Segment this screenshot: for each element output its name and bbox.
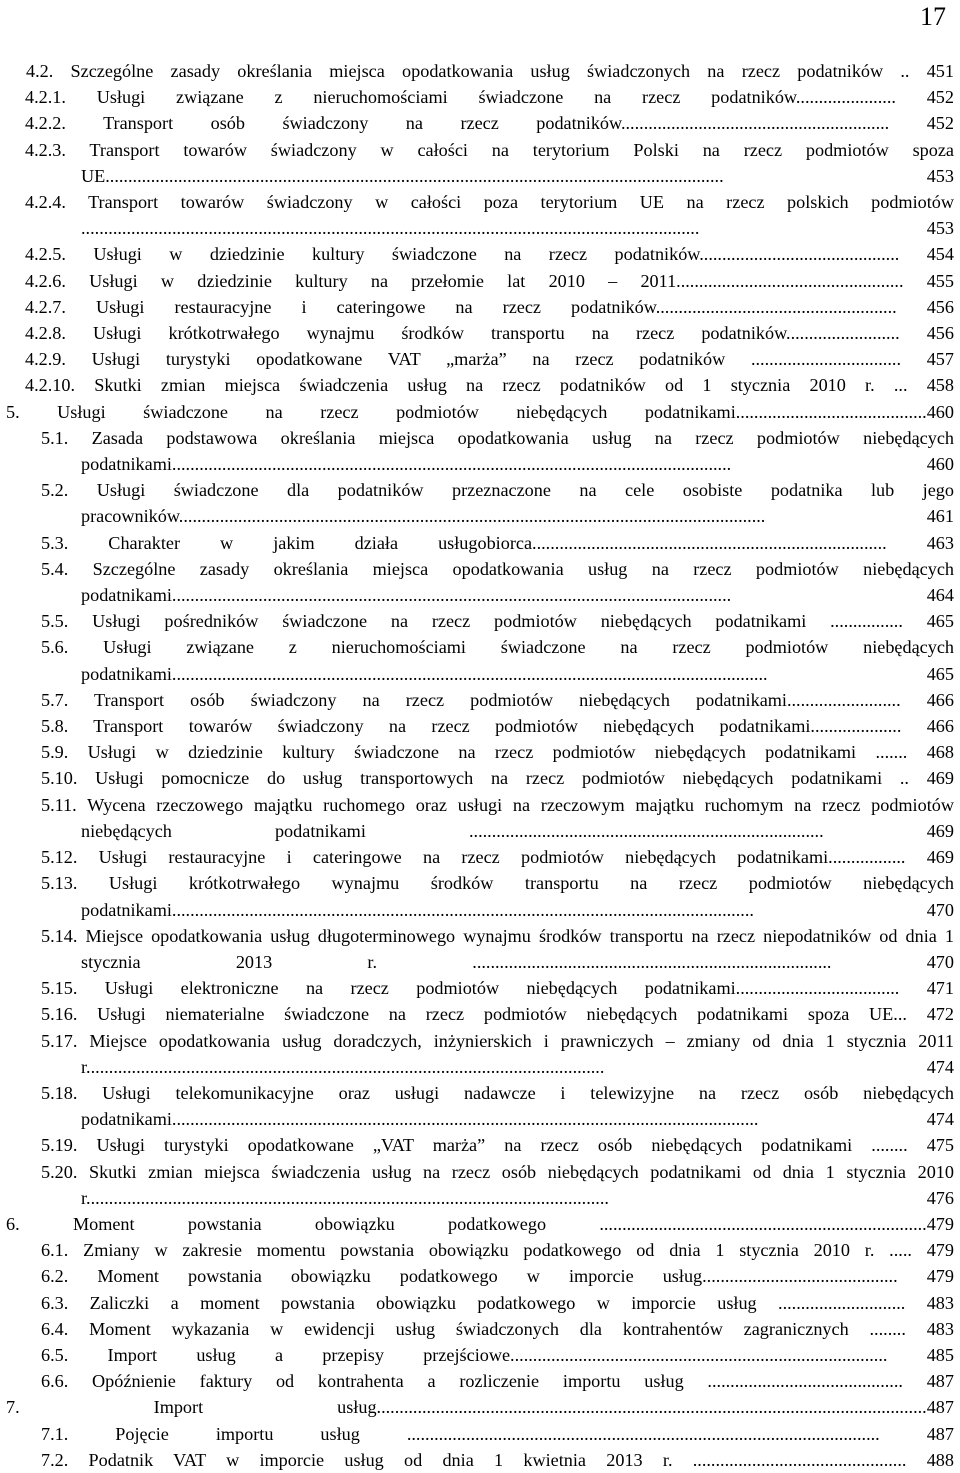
toc-entry[interactable]: 5.14. Miejsce opodatkowania usług długoterminowego wynajmu środków transportu na rzecz niepodatników od dnia 1 stycznia 2013 r. ............................................................................... 470	[41, 925, 954, 972]
toc-entry[interactable]: 5. Usługi świadczone na rzecz podmiotów niebędących podatnikami..........................................460	[6, 401, 954, 422]
toc-entry[interactable]: 4.2.8. Usługi krótkotrwałego wynajmu środków transportu na rzecz podatników......................... 456	[25, 323, 954, 344]
toc-entry[interactable]: 5.18. Usługi telekomunikacyjne oraz usługi nadawcze i telewizyjne na rzecz osób niebędących podatnikami................................................................................................................................. 474	[41, 1082, 954, 1130]
toc-entry[interactable]: 5.20. Skutki zmian miejsca świadczenia usług na rzecz osób niebędących podatnikami od dnia 1 stycznia 2010 r................................................................................................................... 476	[41, 1161, 954, 1208]
toc-entry[interactable]: 5.15. Usługi elektroniczne na rzecz podmiotów niebędących podatnikami.................................... 471	[41, 978, 954, 999]
toc-entry[interactable]: 6. Moment powstania obowiązku podatkowego ........................................................................479	[6, 1213, 954, 1234]
toc-entry[interactable]: 6.2. Moment powstania obowiązku podatkowego w imporcie usług........................................... 479	[41, 1266, 954, 1287]
toc-entry[interactable]: 5.6. Usługi związane z nieruchomościami świadczone na rzecz podmiotów niebędących podatnikami................................................................................................................................... 465	[41, 637, 954, 684]
toc-entry[interactable]: 5.7. Transport osób świadczony na rzecz podmiotów niebędących podatnikami......................... 466	[41, 689, 954, 710]
toc-entry[interactable]: 4.2.9. Usługi turystyki opodatkowane VAT „marża” na rzecz podatników ................................. 457	[25, 349, 954, 370]
toc-entry[interactable]: 7.2. Podatnik VAT w imporcie usług od dnia 1 kwietnia 2013 r. ............................................... 488	[41, 1449, 954, 1470]
toc-entry[interactable]: 5.13. Usługi krótkotrwałego wynajmu środków transportu na rzecz podmiotów niebędących podatnikami................................................................................................................................ 470	[41, 873, 954, 920]
toc-entry[interactable]: 6.1. Zmiany w zakresie momentu powstania obowiązku podatkowego od dnia 1 stycznia 2010 r. ..... 479	[41, 1240, 954, 1261]
toc-entry[interactable]: 4.2.3. Transport towarów świadczony w całości na terytorium Polski na rzecz podmiotów spoza UE........................................................................................................................................ 453	[25, 139, 954, 186]
toc-entry[interactable]: 6.3. Zaliczki a moment powstania obowiązku podatkowego w imporcie usług ............................ 483	[41, 1292, 954, 1313]
toc-entry[interactable]: 5.4. Szczególne zasady określania miejsca opodatkowania usług na rzecz podmiotów niebędących podatnikami........................................................................................................................... 464	[41, 558, 954, 606]
toc-entry[interactable]: 7.1. Pojęcie importu usług ........................................................................................................ 487	[41, 1423, 954, 1444]
toc-entry[interactable]: 5.16. Usługi niematerialne świadczone na rzecz podmiotów niebędących podatnikami spoza UE... 472	[41, 1004, 954, 1025]
toc-entry[interactable]: 5.19. Usługi turystyki opodatkowane „VAT marża” na rzecz osób niebędących podatnikami ........ 475	[41, 1135, 954, 1156]
toc-entry[interactable]: 4.2.2. Transport osób świadczony na rzecz podatników........................................................... 452	[25, 113, 954, 134]
toc-entry[interactable]: 4.2.5. Usługi w dziedzinie kultury świadczone na rzecz podatników............................................ 454	[25, 244, 954, 265]
toc-entry[interactable]: 4.2. Szczególne zasady określania miejsca opodatkowania usług świadczonych na rzecz podatników .. 451	[26, 61, 954, 81]
toc-entry[interactable]: 5.8. Transport towarów świadczony na rzecz podmiotów niebędących podatnikami.................... 466	[41, 716, 954, 737]
toc-entry[interactable]: 5.3. Charakter w jakim działa usługobiorca.............................................................................. 463	[41, 532, 954, 553]
toc-entry[interactable]: 4.2.4. Transport towarów świadczony w całości poza terytorium UE na rzecz polskich podmiotów ........................................................................................................................................ 453	[25, 192, 954, 239]
toc-entry[interactable]: 6.4. Moment wykazania w ewidencji usług świadczonych dla kontrahentów zagranicznych ........ 483	[41, 1318, 954, 1339]
toc-entry[interactable]: 6.6. Opóźnienie faktury od kontrahenta a rozliczenie importu usług ........................................... 487	[41, 1371, 954, 1392]
toc-entry[interactable]: 5.17. Miejsce opodatkowania usług doradczych, inżynierskich i prawniczych – zmiany od dnia 1 stycznia 2011 r.................................................................................................................. 474	[41, 1030, 954, 1077]
toc-entry[interactable]: 5.5. Usługi pośredników świadczone na rzecz podmiotów niebędących podatnikami ................ 465	[41, 611, 954, 632]
toc-entry[interactable]: 7. Import usług.........................................................................................................................487	[6, 1397, 954, 1418]
toc-entry[interactable]: 6.5. Import usług a przepisy przejściowe................................................................................... 485	[41, 1344, 954, 1365]
toc-entry[interactable]: 5.1. Zasada podstawowa określania miejsca opodatkowania usług na rzecz podmiotów niebędących podatnikami........................................................................................................................... 460	[41, 427, 954, 475]
toc-entry[interactable]: 5.2. Usługi świadczone dla podatników przeznaczone na cele osobiste podatnika lub jego pracowników................................................................................................................................. 461	[41, 480, 954, 527]
toc-entry[interactable]: 4.2.7. Usługi restauracyjne i cateringowe na rzecz podatników..................................................... 456	[25, 296, 954, 317]
toc-entry[interactable]: 4.2.1. Usługi związane z nieruchomościami świadczone na rzecz podatników...................... 452	[25, 87, 954, 108]
page-number: 17	[920, 2, 946, 31]
toc-entry[interactable]: 4.2.10. Skutki zmian miejsca świadczenia usług na rzecz podatników od 1 stycznia 2010 r. ... 458	[25, 375, 954, 396]
toc-entry[interactable]: 5.9. Usługi w dziedzinie kultury świadczone na rzecz podmiotów niebędących podatnikami ....... 468	[41, 742, 954, 763]
toc-entry[interactable]: 5.12. Usługi restauracyjne i cateringowe na rzecz podmiotów niebędących podatnikami................. 469	[41, 847, 954, 868]
toc-entry[interactable]: 4.2.6. Usługi w dziedzinie kultury na przełomie lat 2010 – 2011.................................................. 455	[25, 270, 954, 291]
toc-entry[interactable]: 5.11. Wycena rzeczowego majątku ruchomego oraz usługi na rzeczowym majątku ruchomym na rzecz podmiotów niebędących podatnikami .............................................................................. 469	[41, 794, 954, 841]
table-of-contents	[0, 58, 960, 1473]
toc-entry[interactable]: 5.10. Usługi pomocnicze do usług transportowych na rzecz podmiotów niebędących podatnikami .. 469	[41, 768, 954, 789]
